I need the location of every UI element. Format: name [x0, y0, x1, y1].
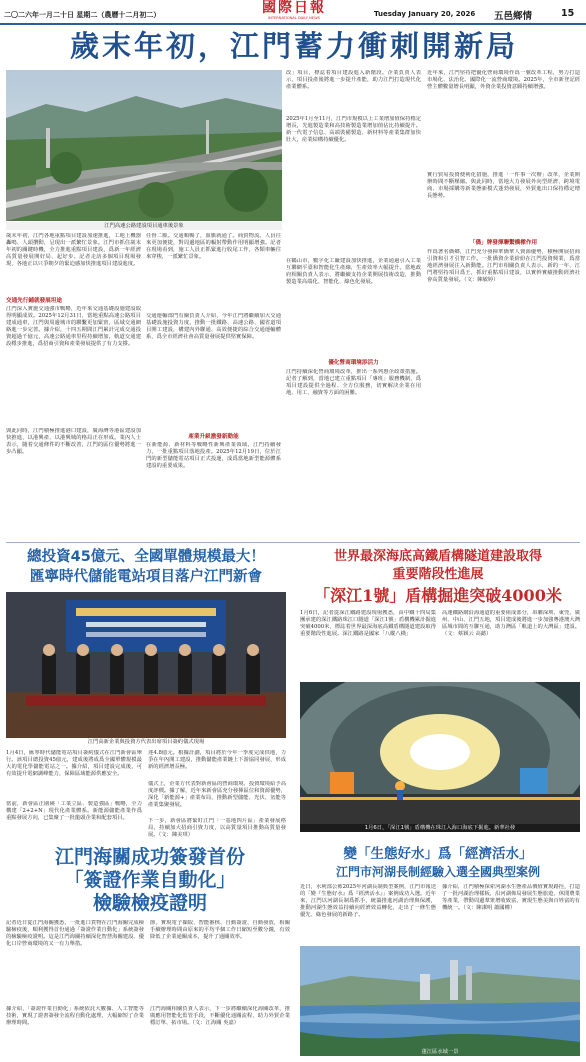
article3-headline-3: 「深江1號」盾構掘進突破4000米	[314, 586, 562, 605]
article1-col3b: 2025年1月至11月，江門市規模以上工業增加值保持穩定增長，先進製造業和高技術製造業增加值佔比持續提升。新一代電子信息、高端裝備製造、新材料等產業集群加快壯大，産業結構持續優化。	[286, 116, 421, 144]
river-photo	[300, 946, 580, 1056]
article1-col1: 歲末年初，江門各地重點項目建設加速推進，工地上機器轟鳴、人頭攢動，呈現出一派繁忙景象。江門市抓住歲末年初的關鍵時機，全力推進重點項目建設，爲新一年經濟高質量發展開好局、起好步。記者走訪多個項目現場發現，各地正以只爭朝夕的緊迫感加快推進項目建設進度。	[6, 233, 141, 268]
article1-subhead-1: 交通先行鋪就發展坦途	[6, 298, 62, 304]
article2-text2b: 儀式上，企業方代表對新會區的營商環境、投資環境給予高度評價。據了解，近年來新會區充分發揮區位和資源優勢，深化「新能源+」產業布局，推動新型儲能、光伏、氫能等產業集聚發展。	[148, 781, 286, 809]
tunnel-photo	[300, 682, 580, 832]
masthead-date-en: Tuesday January 20, 2026	[374, 10, 476, 18]
article4-headline-3: 檢驗檢疫證明	[92, 892, 207, 914]
article2-text1: 1月4日，匯寧時代儲能電站項目簽約儀式在江門新會區舉行。該項目總投資45億元，建成後將成爲全國單體規模最大的電化學儲能電站之一。據介紹，項目建設完成後，可有效提升電網調峰能力，保障區域能源供應安全。	[6, 750, 142, 778]
article1-col4c: 作爲著名僑鄉，江門充分發揮華僑華人資源優勢，積極開展招商引資和引才引智工作。一批僑資企業紛紛在江門投資興業，爲當地經濟發展注入新動能。江門市相關負責人表示，新的一年，江門將堅持項目爲王，抓好重點項目建設，以實幹實績推動經濟社會高質量發展。（文：陳敏婷）	[427, 249, 580, 284]
logo-text: 國際日報	[262, 0, 326, 16]
page-number: 15	[561, 8, 575, 19]
logo-text-en: INTERNATIONAL DAILY NEWS	[268, 16, 320, 20]
main-headline: 歲末年初，江門蓄力衝刺開新局	[69, 29, 518, 63]
article1-col3d: 江門持續深化營商環境改革，推出一系列惠企政策措施。記者了解到，當地已建立重點項目「專班」服務機制，爲項目建設提供全過程、全方位服務，切實解決企業在用地、用工、融資等方面的困難。	[286, 369, 421, 397]
article2-text1b: 當前，新會區正圍繞「工業立區、製造強區」戰略，全力構建「2+2+N」現代化產業體系。新能源儲能產業作爲重點發展方向，已集聚了一批龍頭企業和配套項目。	[6, 801, 142, 822]
article-4	[0, 846, 296, 1062]
article3-headline-1: 世界最深海底高鐵盾構隧道建設取得	[333, 549, 542, 564]
article1-col1b: 江門深入實施交通強市戰略，近年來交通基礎設施建設取得明顯成效。2025年12月31日，當地重點高速公路項目建成通車，江門與周邊城市的聯繫更加緊密，區域交通網絡進一步完善。據介紹，十四五期間江門累計完成交通投資超過千億元，高速公路通車里程持續增加，軌道交通建設穩步推進，爲招商引資和產業發展提供了有力支撐。	[6, 306, 141, 348]
article4-text1b: 據介紹，「簽證作業自動化」系統依託大數據、人工智能等技術，實現了證書簽發全流程自動化處理，大幅縮短了企業辦理時間。	[6, 1006, 144, 1027]
article1-col3: 改」項目，標誌着項目建設進入新階段。企業負責人表示，項目投產後將進一步提升產能，助力江門打造現代化產業體系。	[286, 70, 421, 91]
signing-ceremony-photo	[6, 592, 286, 738]
article2-headline-2: 匯寧時代儲能電站項目落户江門新會	[30, 569, 262, 585]
article3-text1: 1月6日，記者從深江鐵路建設現場獲悉，由中鐵十四局集團承建的深江鐵路珠江口隧道「深江1號」盾構機累計掘進突破4000米，標誌着世界最深海底高鐵盾構隧道建設取得重要階段性進展。深江鐵路是國家「八縱八橫」	[300, 610, 436, 638]
article2-text2: 達4.8億元。根據計劃，項目將於今年一季度完成供地，力爭在年內開工建設，推動儲能產業鏈上下游協同發展，形成新的經濟增長極。	[148, 750, 286, 771]
article1-subhead-3: 優化營商環境添活力	[328, 360, 379, 366]
article1-col2b: 交通運輸部門有關負責人介紹，今年江門將繼續加大交通基礎設施投資力度，推動一批鐵路、高速公路、國省道項目開工建設，構建內外聯通、高效便捷的綜合交通運輸體系，爲全市經濟社會高質量發展提供堅實保障。	[146, 313, 281, 341]
article-5	[296, 846, 586, 1062]
article1-col4: 近年來，江門堅持把優化營商環境作爲一號改革工程，努力打造市場化、法治化、國際化一流營商環境。2025年，全市新登記經營主體數量增長明顯，外資企業投資意願持續增強。	[427, 70, 580, 91]
article3-text2: 高速鐵路網沿海通道的重要組成部分，串聯深圳、東莞、廣州、中山、江門五地，項目建成後將進一步加強粵港澳大灣區城市間的互聯互通，助力灣區「軌道上的大灣區」建設。（文：蔡穎云 高懿）	[442, 610, 580, 638]
top-photo-caption: 江門高速公路建設項目通車後景象	[6, 222, 282, 230]
article3-headline-2: 重要階段性進展	[392, 567, 484, 582]
article4-text1: 記者近日從江門海關獲悉，一批進口貨物在江門海關完成檢驗檢疫後，順利獲得首份通過「簽證作業自動化」系統簽發的檢驗檢疫證明。這是江門海關持續深化智慧海關建設、優化口岸營商環境的又一有力舉措。	[6, 920, 144, 948]
article-2	[0, 544, 292, 844]
article5-text2: 據介紹，江門積極探索河湖水生態產品價值實現路徑，打造了一批河湖治理樣板，沿河湖佈局發展生態旅遊、休閒農業等產業，帶動周邊羣衆增收致富，實現生態美與百姓富的有機統一。（文：陳潔明 蕭國權）	[442, 884, 580, 912]
article1-subhead-2: 產業升級激發新動能	[188, 434, 239, 440]
article1-col3c: 在鶴山市，數字化工廠建設加快推進，企業通過引入工業互聯網平臺和智能化生產線，生產效率大幅提升。當地政府相關負責人表示，將繼續支持企業開展技術改造，推動製造業高端化、智能化、綠色化發展。	[286, 258, 421, 286]
article1-col4b: 實行貿易投資便利化措施，推進「一件事一次辦」改革，企業開辦時間不斷壓縮。與此同時，當地大力發展外向型經濟，跨境電商、市場採購等新業態新模式蓬勃發展，外貿進出口保持穩定增長態勢。	[427, 172, 580, 200]
article2-text2c: 下一步，新會區將緊盯江門「一基地四片區」產業發展格局，持續加大招商引資力度，以高質量項目推動高質量發展。（文：陳美琪）	[148, 818, 286, 839]
article4-text2: 節，實現電子擷取、智能審核、自動簽證、自動發放，相關手續辦理時間由原來的平均半個工作日縮短至數分鐘，有效降低了企業通關成本，提升了通關效率。	[150, 920, 290, 941]
section-name: 五邑鄉情	[494, 11, 533, 22]
article2-headline-1: 總投資45億元、全國單體規模最大！	[27, 549, 265, 565]
article2-photo-caption: 江門高新企業與投資方代表出席項目簽約儀式現場	[87, 739, 205, 745]
article5-text1: 近日，水利部公佈2025年河湖長制典型案例，江門市報送的「變『生態好水』爲『經濟活水』」案例成功入選。近年來，江門以河湖長制爲抓手，統籌推進河湖治理與保護，推動河湖生態效益持續向經濟效益轉化，走出了一條生態優先、綠色發展的新路子。	[300, 884, 436, 919]
article1-col2c: 在新能源、新材料等戰略性新興產業領域，江門持續發力，一批重點項目落地投產。2025年12月19日，位於江門的新型儲能電站項目正式投運，成爲當地新型能源體系建設的重要成果。	[146, 442, 281, 470]
article5-headline-1: 變「生態好水」爲「經濟活水」	[343, 846, 533, 862]
section-divider	[6, 542, 580, 543]
article1-subhead-4: 「僑」牌發揮聯繫橋樑作用	[469, 240, 538, 246]
article5-headline-2: 江門市河湖長制經驗入選全國典型案例	[335, 865, 540, 879]
article3-photo-caption: 1月6日，「深江1號」盾構機在珠江入海口海底下掘進。新華社發	[300, 824, 580, 832]
article-3	[296, 544, 586, 844]
article5-photo-caption: 蓬江區水域一景	[421, 1049, 459, 1055]
article1-col2: 任督二脈。交通順暢了，血脈就通了。商貿物流、人員往來更加便捷，對周邊地區的輻射帶動作用明顯增強。記者在現場看到，施工人員正抓緊進行收尾工作，各類車輛往來穿梭，一派繁忙景象。	[146, 233, 281, 261]
article4-headline-2: 「簽證作業自動化」	[64, 869, 236, 891]
article4-headline-1: 江門海關成功簽發首份	[54, 846, 245, 868]
masthead-date: 二〇二六年一月二十日 星期二（農曆十二月初二）	[4, 11, 161, 19]
article4-text2b: 江門海關相關負責人表示，下一步將繼續深化海關改革，推廣應用智能化監管手段，不斷優化通關流程，助力外貿企業穩訂單、拓市場。（文：江海關 吳嘉）	[150, 1006, 290, 1027]
article1-col1c: 與此同時，江門積極推進港口建設，廣海灣等港區建設加快推進，以港興產、以港興城的格局正在形成。業內人士表示，隨着交通條件的不斷改善，江門的區位優勢將進一步凸顯。	[6, 428, 141, 456]
